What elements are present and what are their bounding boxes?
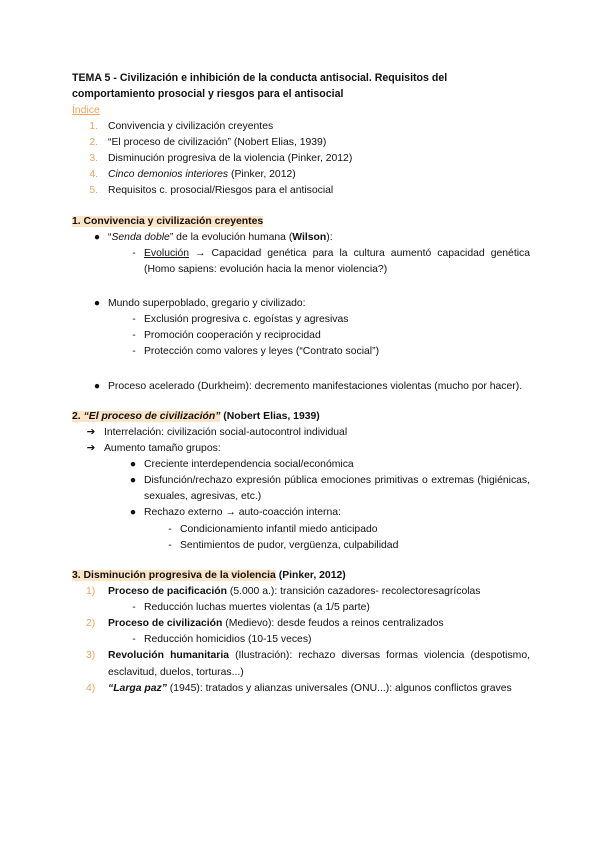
bullet-dot-icon: ● xyxy=(129,475,137,487)
sub-item-text: Disfunción/rechazo expresión pública emociones primitivas o extremas (higiénicas, sexuales, agresivas, etc.) xyxy=(144,475,530,503)
dash-icon: - xyxy=(132,330,136,342)
arrow-item-text: Interrelación: civilización social-autocontrol individual xyxy=(104,426,348,438)
toc-number: 1. xyxy=(89,120,98,132)
toc-text-italic: Cinco demonios interiores xyxy=(108,169,229,181)
sub-item-text: Exclusión progresiva c. egoístas y agresivas xyxy=(144,314,349,326)
bullet-text: Mundo superpoblado, gregario y civilizado: xyxy=(108,298,306,310)
text-fragment: ” de la evolución humana ( xyxy=(169,231,293,243)
sub-sub-item-text: Sentimientos de pudor, vergüenza, culpabilidad xyxy=(180,539,399,551)
text-fragment: (5.000 a.): transición cazadores- recolectoresagrícolas xyxy=(226,585,481,597)
sub-list-item xyxy=(72,328,530,344)
sub-list-item xyxy=(72,246,530,278)
item-text xyxy=(108,681,512,697)
text-fragment: (Medievo): desde feudos a reinos centralizados xyxy=(222,618,444,630)
toc-text: “El proceso de civilización” (Nobert Elias, 1939) xyxy=(108,137,327,149)
toc-item[interactable] xyxy=(72,183,530,199)
sub-item-text: Creciente interdependencia social/económica xyxy=(144,459,354,471)
text-bold-italic: “Larga paz” xyxy=(108,682,167,694)
item-number: 3) xyxy=(86,650,96,662)
numbered-item xyxy=(72,616,530,632)
bullet-dot-icon: ● xyxy=(93,380,101,392)
bullet-dot-icon: ● xyxy=(93,231,101,243)
item-number: 4) xyxy=(86,682,96,694)
bullet-dot-icon: ● xyxy=(129,507,137,519)
item-text xyxy=(108,648,530,680)
list-item xyxy=(72,379,530,395)
toc-text: Requisitos c. prosocial/Riesgos para el antisocial xyxy=(108,185,334,197)
list-item xyxy=(72,425,530,441)
toc-item[interactable] xyxy=(72,119,530,135)
text-fragment: → Capacidad genética para la cultura aumentó capacidad genética (Homo sapiens: evolución hacia la menor violencia?) xyxy=(144,247,530,275)
numbered-item xyxy=(72,648,530,680)
text-fragment: ): xyxy=(326,231,333,243)
dash-icon: - xyxy=(168,539,172,551)
list-item xyxy=(72,441,530,457)
sub-list-item xyxy=(72,344,530,360)
dash-icon: - xyxy=(168,523,172,535)
item-number: 1) xyxy=(86,585,96,597)
text-fragment: (Nobert Elias, 1939) xyxy=(220,410,320,422)
arrow-item-text: Aumento tamaño grupos: xyxy=(104,442,221,454)
list-item xyxy=(72,296,530,312)
toc-number: 4. xyxy=(89,169,98,181)
dash-icon: - xyxy=(132,634,136,646)
sub-item-text: Reducción homicidios (10-15 veces) xyxy=(144,634,312,646)
dash-icon: - xyxy=(132,247,136,259)
sub-item-text xyxy=(144,246,530,278)
item-text xyxy=(108,584,481,600)
document-title: TEMA 5 - Civilización e inhibición de la conducta antisocial. Requisitos del comportamiento prosocial y riesgos para el antisocial xyxy=(72,72,448,101)
bullet-text xyxy=(108,230,333,246)
toc-item[interactable] xyxy=(72,151,530,167)
sub-list-item xyxy=(72,505,530,521)
toc-number: 2. xyxy=(89,137,98,149)
text-italic: Senda doble xyxy=(111,231,170,243)
text-fragment: “ xyxy=(108,231,112,243)
bullet-dot-icon: ● xyxy=(129,459,137,471)
sub-sub-item-text: Condicionamiento infantil miedo anticipado xyxy=(180,523,378,535)
text-fragment: (Pinker, 2012) xyxy=(275,569,346,581)
numbered-item xyxy=(72,584,530,600)
text-underline: Evolución xyxy=(144,247,190,259)
text-bold: Proceso de pacificación xyxy=(108,585,227,597)
sub-item-text: Protección como valores y leyes (“Contrato social”) xyxy=(144,346,380,358)
text-fragment: (Ilustración): rechazo diversas formas violencia (despotismo, esclavitud, duelos, torturas...) xyxy=(108,650,530,678)
toc-item[interactable] xyxy=(72,135,530,151)
list-item xyxy=(72,230,530,246)
dash-icon: - xyxy=(132,602,136,614)
text-fragment: 2. xyxy=(72,410,84,422)
arrow-right-icon: ➔ xyxy=(86,426,96,438)
sub-list-item xyxy=(72,600,530,616)
text-bold: Revolución humanitaria xyxy=(108,650,229,662)
toc-number: 5. xyxy=(89,185,98,197)
sub-list-item xyxy=(72,632,530,648)
item-number: 2) xyxy=(86,618,96,630)
sub-list-item xyxy=(72,473,530,505)
toc-text-rest: (Pinker, 2012) xyxy=(228,169,296,181)
text-bold: Wilson xyxy=(292,231,327,243)
section-1-heading-text: 1. Convivencia y civilización creyentes xyxy=(72,215,264,227)
table-of-contents xyxy=(72,119,530,200)
sub-item-text: Promoción cooperación y reciprocidad xyxy=(144,330,321,342)
toc-text: Disminución progresiva de la violencia (Pinker, 2012) xyxy=(108,153,353,165)
arrow-right-icon: ➔ xyxy=(86,442,96,454)
text-fragment: (1945): tratados y alianzas universales (ONU...): algunos conflictos graves xyxy=(166,682,512,694)
section-1-heading xyxy=(72,214,530,230)
sub-item-text: Reducción luchas muertes violentas (a 1/5 parte) xyxy=(144,602,370,614)
text-italic: “El proceso de civilización” xyxy=(83,410,221,422)
section-3-heading-text: 3. Disminución progresiva de la violencia xyxy=(72,569,276,581)
sub-sub-list-item xyxy=(72,538,530,554)
sub-list-item xyxy=(72,312,530,328)
sub-item-text: Rechazo externo → auto-coacción interna: xyxy=(144,507,341,519)
section-3-heading xyxy=(72,568,530,584)
dash-icon: - xyxy=(132,314,136,326)
toc-text xyxy=(108,167,296,183)
dash-icon: - xyxy=(132,346,136,358)
section-2-heading xyxy=(72,409,530,425)
numbered-item xyxy=(72,681,530,697)
sub-list-item xyxy=(72,457,530,473)
section-2-heading-text xyxy=(72,411,220,422)
toc-text: Convivencia y civilización creyentes xyxy=(108,120,274,132)
toc-number: 3. xyxy=(89,153,98,165)
sub-sub-list-item xyxy=(72,522,530,538)
item-text xyxy=(108,616,444,632)
bullet-text: Proceso acelerado (Durkheim): decremento manifestaciones violentas (mucho por hacer). xyxy=(108,380,523,392)
bullet-dot-icon: ● xyxy=(93,298,101,310)
text-bold: Proceso de civilización xyxy=(108,618,223,630)
toc-item[interactable] xyxy=(72,167,530,183)
index-label[interactable]: Índice xyxy=(72,104,100,116)
